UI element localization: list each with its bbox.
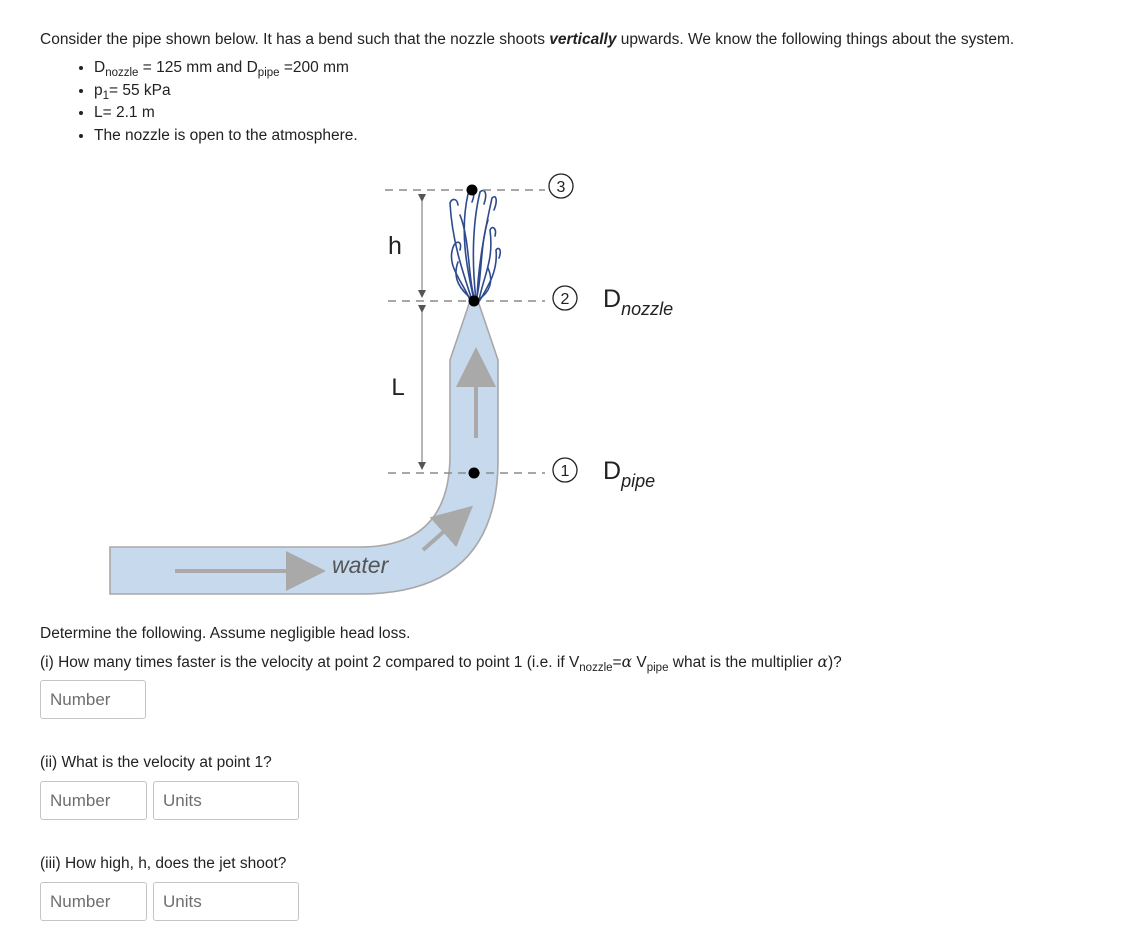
fact-pressure	[94, 80, 358, 103]
problem-intro	[40, 31, 1014, 49]
fact-diameters	[94, 57, 358, 80]
q1-sub-pipe: pipe	[646, 662, 669, 674]
water-jet	[450, 191, 500, 301]
point-1-label: 1	[560, 463, 570, 480]
question-3: (iii) How high, h, does the jet shoot?	[40, 855, 287, 872]
p1-symbol: p	[94, 81, 103, 99]
d-nozzle-diagram-label	[603, 285, 673, 319]
p1-subscript: 1	[102, 89, 110, 102]
intro-emphasis: vertically	[549, 31, 617, 48]
q1-equals: =	[612, 654, 622, 671]
q1-number-input[interactable]	[40, 680, 146, 719]
point-2-dot	[469, 296, 480, 307]
intro-after: upwards. We know the following things about the system.	[616, 31, 1015, 48]
q1-alpha-2: α	[817, 653, 828, 671]
d-nozzle-diagram-subscript: nozzle	[621, 299, 674, 319]
fact-open-nozzle: • The nozzle is open to the atmosphere.	[94, 125, 358, 148]
q1-text-b: what is the multiplier	[668, 654, 818, 671]
q1-text-a: (i) How many times faster is the velocity at point 2 compared to point 1 (i.e. if V	[40, 654, 580, 671]
h-label: h	[388, 232, 402, 260]
d-nozzle-diagram-symbol: D	[603, 285, 622, 313]
d-nozzle-subscript: nozzle	[105, 67, 139, 79]
point-3-dot	[467, 185, 478, 196]
question-1	[40, 653, 842, 672]
intro-before: Consider the pipe shown below. It has a bend such that the nozzle shoots	[40, 31, 550, 48]
point-2-label: 2	[560, 291, 570, 308]
d-pipe-diagram-subscript: pipe	[621, 471, 656, 491]
q1-sub-nozzle: nozzle	[579, 662, 613, 674]
fact-length: • L= 2.1 m	[94, 102, 358, 125]
d-pipe-diagram-label	[603, 457, 655, 491]
assumption-text: Determine the following. Assume negligible head loss.	[40, 625, 411, 642]
q2-number-input[interactable]	[40, 781, 147, 820]
point-1-dot	[469, 468, 480, 479]
d-nozzle-symbol: D	[94, 59, 106, 76]
q1-alpha: α	[621, 653, 633, 671]
d-pipe-subscript: pipe	[257, 67, 280, 79]
q1-text-c: )?	[827, 654, 842, 671]
q1-v: V	[632, 654, 647, 671]
water-label: water	[332, 552, 389, 578]
q3-units-input[interactable]	[153, 882, 299, 921]
L-label: L	[391, 374, 405, 401]
d-nozzle-value: = 125 mm and	[138, 59, 247, 76]
point-3-label: 3	[556, 179, 566, 196]
pipe-diagram	[100, 170, 700, 600]
q3-number-input[interactable]	[40, 882, 147, 921]
d-pipe-value: =200 mm	[279, 59, 349, 76]
pipe-body	[110, 301, 498, 594]
given-facts-list	[40, 57, 358, 147]
question-2: (ii) What is the velocity at point 1?	[40, 754, 272, 771]
p1-value: = 55 kPa	[109, 81, 171, 99]
d-pipe-symbol: D	[246, 59, 258, 76]
d-pipe-diagram-symbol: D	[603, 457, 622, 485]
q2-units-input[interactable]	[153, 781, 299, 820]
